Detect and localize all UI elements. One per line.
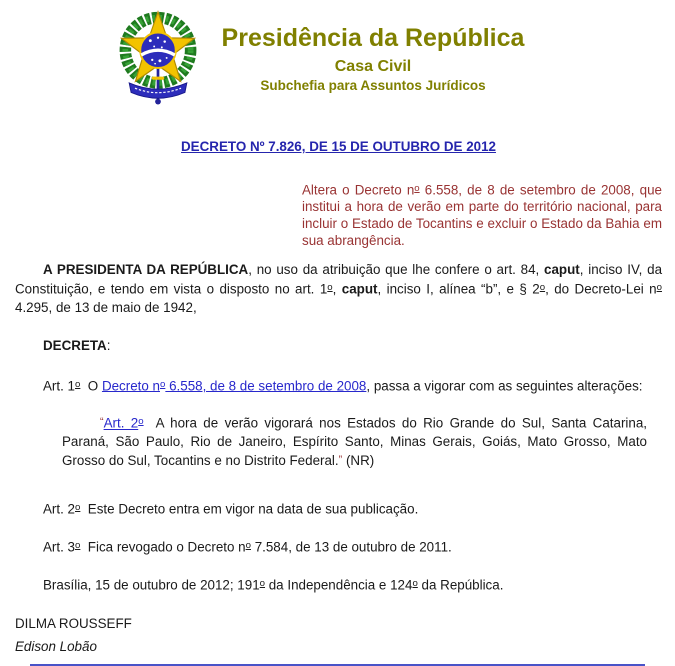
ementa-text: o bbox=[414, 183, 420, 194]
article-2-text: Este Decreto entra em vigor na data de sua publicação. bbox=[80, 501, 419, 517]
link-art-2[interactable]: o bbox=[138, 416, 144, 428]
article-3-text: o bbox=[75, 540, 81, 552]
preamble-text: 4.295, de 13 de maio de 1942, bbox=[15, 299, 197, 315]
article-2-text: Art. 2 bbox=[43, 501, 75, 517]
preamble-text: caput bbox=[544, 262, 580, 278]
preamble-text: , bbox=[332, 281, 342, 297]
quoted-article-2-text: A hora de verão vigorará nos Estados do Rio Grande do Sul, Santa Catarina, Paraná, São Paulo, Rio de Janeiro, Espírito Santo, Minas Gerais, Goiás, Mato Grosso, Mato Grosso do Sul, Tocantins e no Distrito Federal. bbox=[62, 415, 648, 468]
article-1 bbox=[15, 376, 662, 395]
page-header bbox=[15, 0, 662, 114]
subdept-title: Subchefia para Assuntos Jurídicos bbox=[260, 78, 486, 93]
decree-title[interactable]: DECRETO Nº 7.826, DE 15 DE OUTUBRO DE 2012 bbox=[181, 139, 496, 154]
org-title: Presidência da República bbox=[221, 24, 525, 52]
preamble bbox=[15, 261, 662, 316]
link-decreto-6558[interactable]: o bbox=[160, 378, 166, 390]
article-3-text: o bbox=[245, 540, 251, 552]
date-line-text: o bbox=[259, 578, 266, 590]
article-1-text: o bbox=[75, 378, 81, 390]
date-line-text: Brasília, 15 de outubro de 2012; 191 bbox=[43, 577, 260, 593]
document-body bbox=[15, 180, 662, 656]
article-1-text: Art. 1 bbox=[43, 378, 75, 394]
date-line-text: da República. bbox=[417, 577, 504, 593]
article-1-text: O bbox=[80, 378, 102, 394]
quoted-article-2-text: (NR) bbox=[342, 452, 375, 468]
decreta-heading bbox=[15, 337, 662, 355]
signature-president bbox=[15, 615, 662, 633]
quoted-article-2-text: ” bbox=[338, 453, 343, 466]
footer-rule bbox=[30, 664, 645, 666]
article-1-text: , passa a vigorar com as seguintes alterações: bbox=[366, 378, 643, 394]
signature-minister bbox=[15, 638, 662, 656]
quoted-article-2 bbox=[62, 413, 647, 470]
ementa-text: Altera o Decreto n bbox=[302, 182, 415, 198]
preamble-text: , no uso da atribuição que lhe confere o art. 84, bbox=[248, 262, 545, 278]
date-line-text: da Independência e 124 bbox=[265, 577, 413, 593]
link-art-2[interactable]: Art. 2 bbox=[103, 415, 139, 431]
signature-minister-text: Edison Lobão bbox=[15, 638, 97, 654]
article-3 bbox=[15, 537, 662, 556]
decreta-heading-text: DECRETA bbox=[43, 337, 107, 353]
preamble-text: , inciso IV, da Constituição, e tendo em vista o disposto no art. 1 bbox=[15, 262, 663, 297]
date-line bbox=[15, 575, 662, 594]
article-2-text: o bbox=[75, 501, 81, 513]
decreta-heading-text: : bbox=[106, 337, 111, 353]
article-3-text: 7.584, de 13 de outubro de 2011. bbox=[250, 539, 452, 555]
preamble-text: o bbox=[539, 282, 546, 294]
header-text bbox=[208, 24, 538, 94]
signature-president-text: DILMA ROUSSEFF bbox=[15, 615, 132, 631]
date-line-text: o bbox=[412, 578, 418, 590]
article-2 bbox=[15, 499, 662, 518]
link-decreto-6558[interactable]: Decreto n bbox=[101, 378, 160, 394]
preamble-text: , inciso I, alínea “b”, e § 2 bbox=[377, 281, 540, 297]
preamble-text: A PRESIDENTA DA REPÚBLICA bbox=[43, 262, 249, 278]
ementa bbox=[302, 180, 662, 249]
article-3-text: Fica revogado o Decreto n bbox=[80, 539, 246, 555]
ementa-text: 6.558, de 8 de setembro de 2008, que institui a hora de verão em parte do território nacional, para incluir o Estado de Tocantins e excluir o Estado da Bahia em sua abrangência. bbox=[302, 182, 662, 249]
preamble-text: caput bbox=[341, 281, 378, 297]
dept-title: Casa Civil bbox=[334, 58, 412, 75]
link-decreto-6558[interactable]: 6.558, de 8 de setembro de 2008 bbox=[165, 378, 367, 394]
article-3-text: Art. 3 bbox=[43, 539, 75, 555]
preamble-text: o bbox=[656, 282, 662, 294]
preamble-text: , do Decreto-Lei n bbox=[545, 281, 657, 297]
brazil-coat-of-arms-icon bbox=[110, 6, 206, 106]
preamble-text: o bbox=[327, 282, 333, 294]
quoted-article-2-text: “ bbox=[100, 416, 104, 429]
